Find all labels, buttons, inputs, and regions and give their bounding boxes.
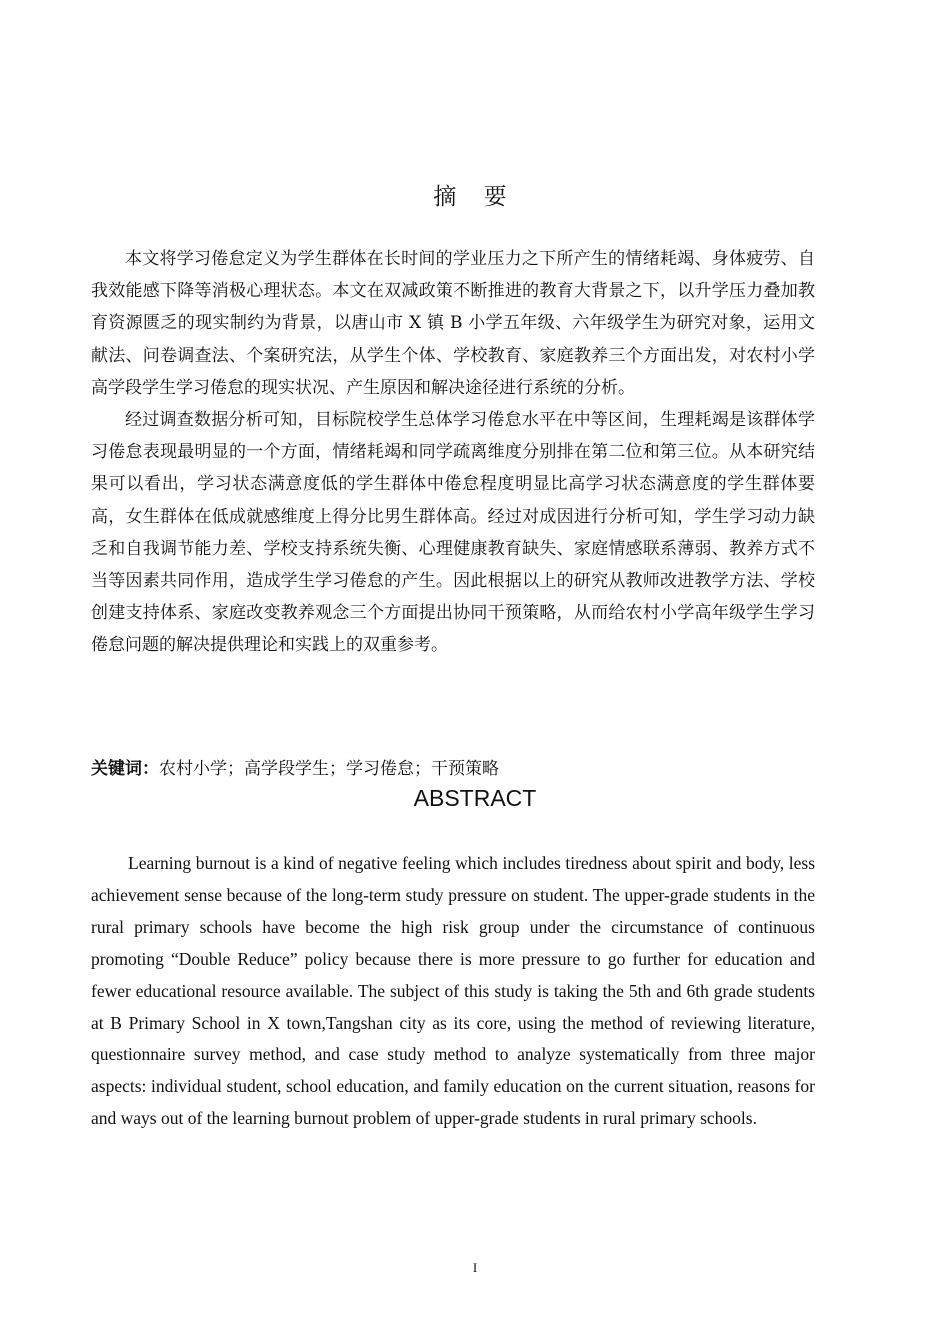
chinese-abstract-title: 摘 要 — [433, 184, 517, 210]
english-abstract-body — [91, 848, 815, 1135]
chinese-abstract-paragraph-1: 本文将学习倦怠定义为学生群体在长时间的学业压力之下所产生的情绪耗竭、身体疲劳、自我效能感下降等消极心理状态。本文在双减政策不断推进的教育大背景之下，以升学压力叠加教育资源匮乏的现实制约为背景，以唐山市 X 镇 B 小学五年级、六年级学生为研究对象，运用文献法、问卷调查法、个案研究法，从学生个体、学校教育、家庭教养三个方面出发，对农村小学高学段学生学习倦怠的现实状况、产生原因和解决途径进行系统的分析。 — [91, 249, 815, 398]
keywords-label: 关键词： — [91, 759, 159, 779]
chinese-keywords — [91, 757, 499, 781]
chinese-abstract-body — [91, 243, 815, 662]
page-number: I — [472, 1260, 478, 1275]
keywords-text: 农村小学；高学段学生；学习倦怠；干预策略 — [159, 759, 499, 779]
chinese-abstract-paragraph-2: 经过调查数据分析可知，目标院校学生总体学习倦怠水平在中等区间，生理耗竭是该群体学习倦怠表现最明显的一个方面，情绪耗竭和同学疏离维度分别排在第二位和第三位。从本研究结果可以看出，学习状态满意度低的学生群体中倦怠程度明显比高学习状态满意度的学生群体要高，女生群体在低成就感维度上得分比男生群体高。经过对成因进行分析可知，学生学习动力缺乏和自我调节能力差、学校支持系统失衡、心理健康教育缺失、家庭情感联系薄弱、教养方式不当等因素共同作用，造成学生学习倦怠的产生。因此根据以上的研究从教师改进教学方法、学校创建支持体系、家庭改变教养观念三个方面提出协同干预策略，从而给农村小学高年级学生学习倦怠问题的解决提供理论和实践上的双重参考。 — [91, 410, 815, 656]
english-abstract-title: ABSTRACT — [413, 785, 537, 811]
english-abstract-paragraph-1: Learning burnout is a kind of negative feeling which includes tiredness about spirit and body, less achievement sense because of the long-term study pressure on student. The upper-grade students in the rural primary schools have become the high risk group under the circumstance of continuous promoting “Double Reduce” policy because there is more pressure to go further for education and fewer educational resource available. The subject of this study is taking the 5th and 6th grade students at B Primary School in X town,Tangshan city as its core, using the method of reviewing literature, questionnaire survey method, and case study method to analyze systematically from three major aspects: individual student, school education, and family education on the current situation, reasons for and ways out of the learning burnout problem of upper-grade students in rural primary schools. — [91, 853, 815, 1129]
